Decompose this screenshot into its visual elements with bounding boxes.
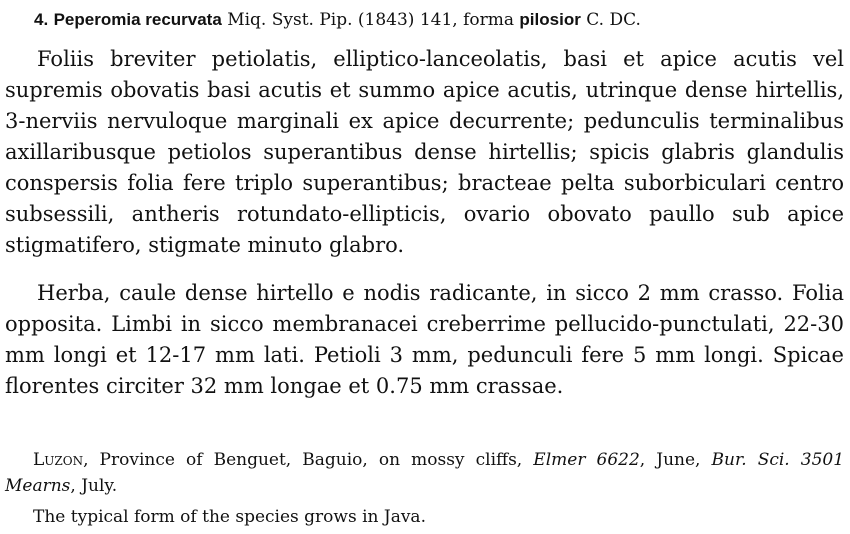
collection-month-june: , June, xyxy=(639,450,701,470)
species-authority: Miq. Syst. Pip. (1843) 141, forma xyxy=(227,10,515,30)
forma-name: pilosior xyxy=(519,10,581,29)
latin-description: Foliis breviter petiolatis, elliptico-lanceolatis, basi et apice acutis vel supremis obovatis basi acutis et summo apice acutis, utrinque dense hirtellis, 3-nerviis nervuloque marginali ex apice decurrente; pedunculis terminalibus axillaribusque petiolos superantibus dense hirtellis; spicis glabris glandulis conspersis folia fere triplo superantibus; bracteae pelta suborbiculari centro subsessili, antheris rotundato-ellipticis, ovario obovato paullo sub apice stigmatifero, stigmate minuto glabro. xyxy=(5,47,844,257)
species-number: 4. xyxy=(34,10,49,29)
collection-elmer: Elmer 6622 xyxy=(533,450,640,470)
collection-month-july: , July. xyxy=(70,476,118,496)
locality-record xyxy=(5,447,844,499)
typical-form-note: The typical form of the species grows in Java. xyxy=(33,507,426,527)
locality-region: Luzon xyxy=(33,450,84,470)
detail-description: Herba, caule dense hirtello e nodis radicante, in sicco 2 mm crasso. Folia opposita. Limbi in sicco membranacei creberrime pellucido-punctulati, 22-30 mm longi et 12-17 mm lati. Petioli 3 mm, pedunculi fere 5 mm longi. Spicae florentes circiter 32 mm longae et 0.75 mm crassae. xyxy=(5,281,844,398)
species-heading xyxy=(34,8,844,32)
species-name: Peperomia recurvata xyxy=(53,10,222,29)
forma-author: C. DC. xyxy=(586,10,641,30)
collection-mearns: Bur. Sci. 3501 Mearns xyxy=(5,450,845,496)
locality-place: , Province of Benguet, Baguio, on mossy cliffs, xyxy=(83,450,523,470)
